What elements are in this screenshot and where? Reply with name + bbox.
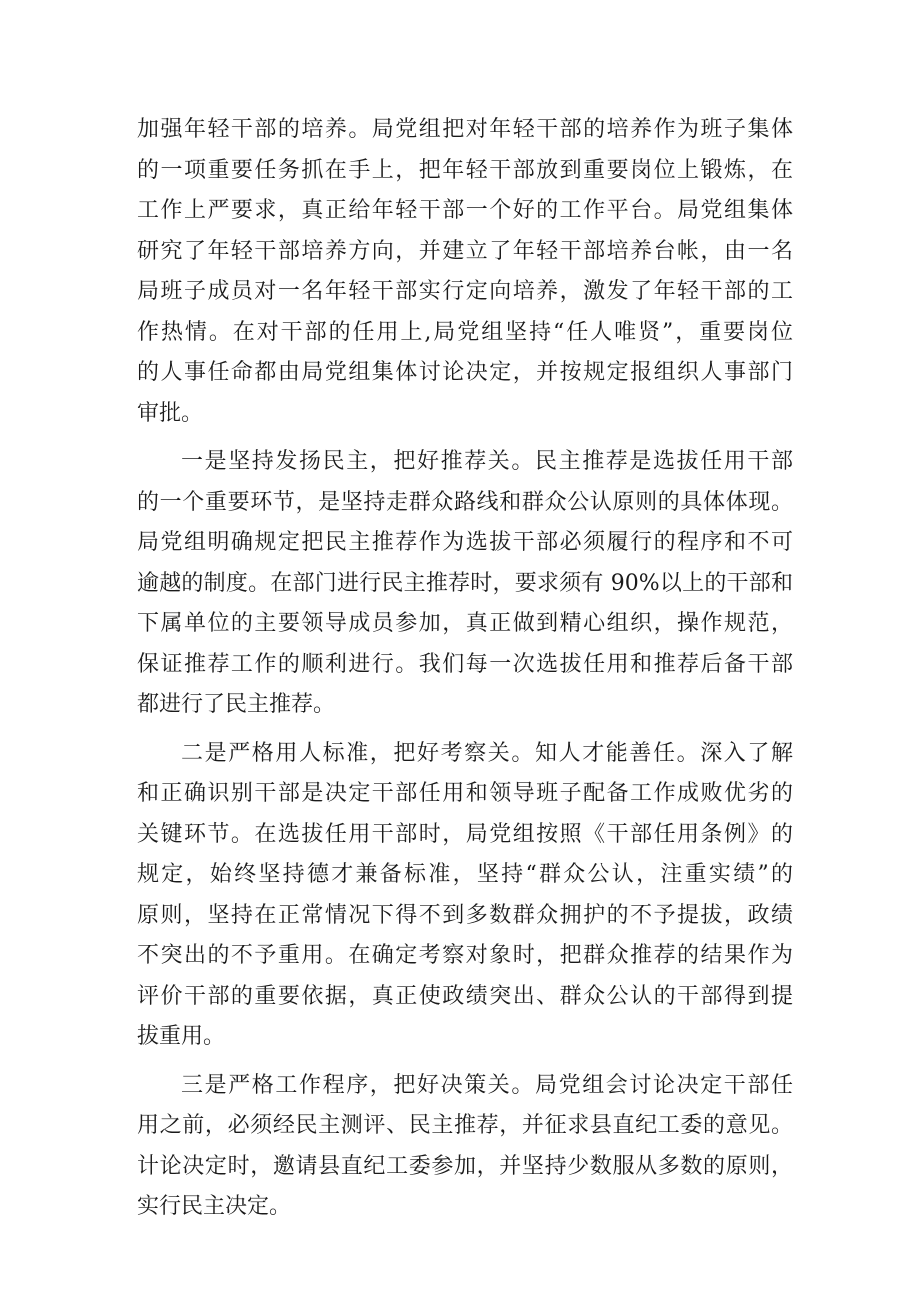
text-line: 不突出的不予重用。在确定考察对象时，把群众推荐的结果作为 <box>137 943 793 968</box>
text-line: 的一项重要任务抓在手上，把年轻干部放到重要岗位上锻炼，在 <box>137 157 793 183</box>
paragraph-recommendation <box>137 442 793 726</box>
text-line: 审批。 <box>137 400 204 426</box>
text-line: 原则，坚持在正常情况下得不到多数群众拥护的不予提拔，政绩 <box>137 902 793 928</box>
text-line: 计论决定时，邀请县直纪工委参加，并坚持少数服从多数的原则， <box>137 1153 793 1179</box>
paragraph-decision <box>137 1066 793 1228</box>
text-line: 工作上严要求，真正给年轻干部一个好的工作平台。局党组集体 <box>137 198 793 223</box>
text-line: 下属单位的主要领导成员参加，真正做到精心组织，操作规范， <box>137 611 793 636</box>
text-line: 作热情。在对干部的任用上,局党组坚持“任人唯贤”，重要岗位 <box>137 319 793 345</box>
text-line: 保证推荐工作的顺利进行。我们每一次选拔任用和推荐后备干部 <box>137 651 793 677</box>
text-line: 实行民主决定。 <box>137 1194 292 1219</box>
text-line: 研究了年轻干部培养方向，并建立了年轻干部培养台帐，由一名 <box>137 238 793 264</box>
text-line: 局班子成员对一名年轻干部实行定向培养，激发了年轻干部的工 <box>137 279 793 304</box>
text-line: 用之前，必须经民主测评、民主推荐，并征求县直纪工委的意见。 <box>137 1113 793 1138</box>
text-line: 和正确识别干部是决定干部任用和领导班子配备工作成败优劣的 <box>137 781 793 806</box>
text-line: 一是坚持发扬民主，把好推荐关。民主推荐是选拔任用干部 <box>181 449 793 474</box>
text-line: 规定，始终坚持德才兼备标准，坚持“群众公认，注重实绩”的 <box>137 862 793 887</box>
text-line: 的人事任命都由局党组集体讨论决定，并按规定报组织人事部门 <box>137 360 793 385</box>
paragraph-spacer <box>137 434 793 442</box>
paragraph-spacer <box>137 1058 793 1066</box>
paragraph-spacer <box>137 726 793 734</box>
text-line: 二是严格用人标准，把好考察关。知人才能善任。深入了解 <box>181 740 793 766</box>
text-line: 拔重用。 <box>137 1024 226 1049</box>
text-line: 评价干部的重要依据，真正使政绩突出、群众公认的干部得到提 <box>137 983 793 1009</box>
text-line: 的一个重要环节，是坚持走群众路线和群众公认原则的具体体现。 <box>137 489 793 515</box>
text-line: 逾越的制度。在部门进行民主推荐时，要求须有 90%以上的干部和 <box>137 570 793 596</box>
paragraph-young-cadres <box>137 110 793 434</box>
text-line: 都进行了民主推荐。 <box>137 692 336 717</box>
text-line: 关键环节。在选拔任用干部时，局党组按照《干部任用条例》的 <box>137 821 793 847</box>
text-line: 局党组明确规定把民主推荐作为选拔干部必须履行的程序和不可 <box>137 530 793 555</box>
paragraph-inspection <box>137 734 793 1058</box>
document-body <box>137 110 793 1228</box>
text-line: 加强年轻干部的培养。局党组把对年轻干部的培养作为班子集体 <box>137 117 793 142</box>
text-line: 三是严格工作程序，把好决策关。局党组会讨论决定干部任 <box>181 1072 793 1098</box>
